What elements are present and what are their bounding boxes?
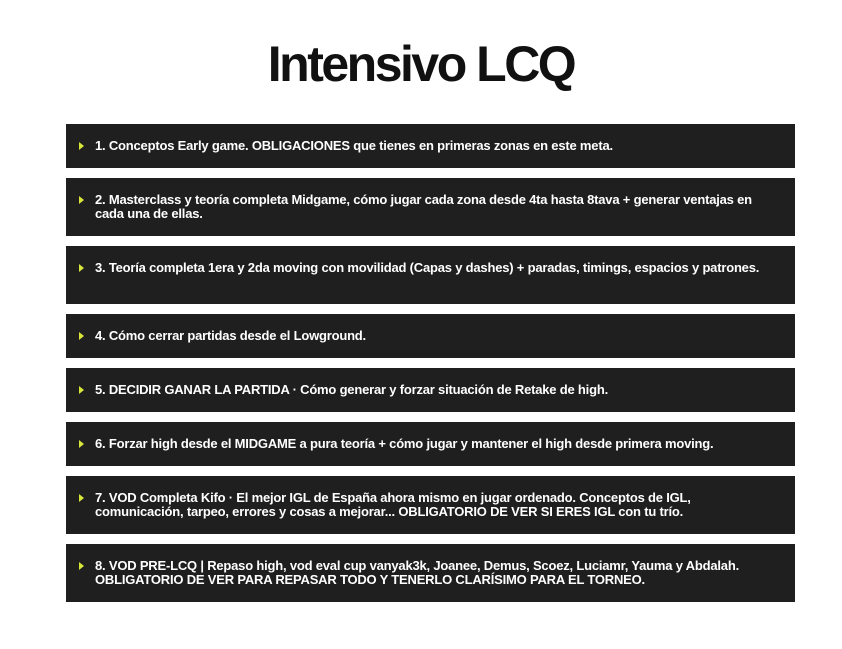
caret-right-icon [79,440,84,448]
accordion-item-label: 4. Cómo cerrar partidas desde el Lowground. [95,328,366,343]
caret-right-icon [79,264,84,272]
accordion-item-5[interactable] [66,368,795,412]
accordion-item-4[interactable] [66,314,795,358]
accordion-item-label: 5. DECIDIR GANAR LA PARTIDA · Cómo generar y forzar situación de Retake de high. [95,382,608,397]
caret-right-icon [79,562,84,570]
caret-right-icon [79,494,84,502]
caret-right-icon [79,386,84,394]
accordion-item-1[interactable] [66,124,795,168]
page-title: Intensivo LCQ [267,36,575,92]
caret-right-icon [79,332,84,340]
caret-right-icon [79,142,84,150]
accordion-item-label: 6. Forzar high desde el MIDGAME a pura teoría + cómo jugar y mantener el high desde primera moving. [95,436,714,451]
caret-right-icon [79,196,84,204]
accordion-item-label: 3. Teoría completa 1era y 2da moving con movilidad (Capas y dashes) + paradas, timings, espacios y patrones. [95,260,760,275]
accordion-item-2[interactable] [66,178,795,236]
accordion-item-8[interactable] [66,544,795,602]
accordion-item-3[interactable] [66,246,795,304]
accordion-item-7[interactable] [66,476,795,534]
accordion-list [66,124,795,602]
accordion-item-6[interactable] [66,422,795,466]
accordion-item-label: 1. Conceptos Early game. OBLIGACIONES que tienes en primeras zonas en este meta. [95,138,613,153]
accordion-item-label: 2. Masterclass y teoría completa Midgame, cómo jugar cada zona desde 4ta hasta 8tava + generar ventajas en cada una de ellas. [95,192,752,221]
accordion-item-label: 8. VOD PRE-LCQ | Repaso high, vod eval cup vanyak3k, Joanee, Demus, Scoez, Luciamr, Yauma y Abdalah. OBLIGATORIO DE VER PARA REPASAR TODO Y TENERLO CLARÍSIMO PARA EL TORNEO. [95,558,739,587]
accordion-item-label: 7. VOD Completa Kifo · El mejor IGL de España ahora mismo en jugar ordenado. Conceptos de IGL, comunicación, tarpeo, errores y cosas a mejorar... OBLIGATORIO DE VER SI ERES IGL con tu trío. [95,490,691,519]
